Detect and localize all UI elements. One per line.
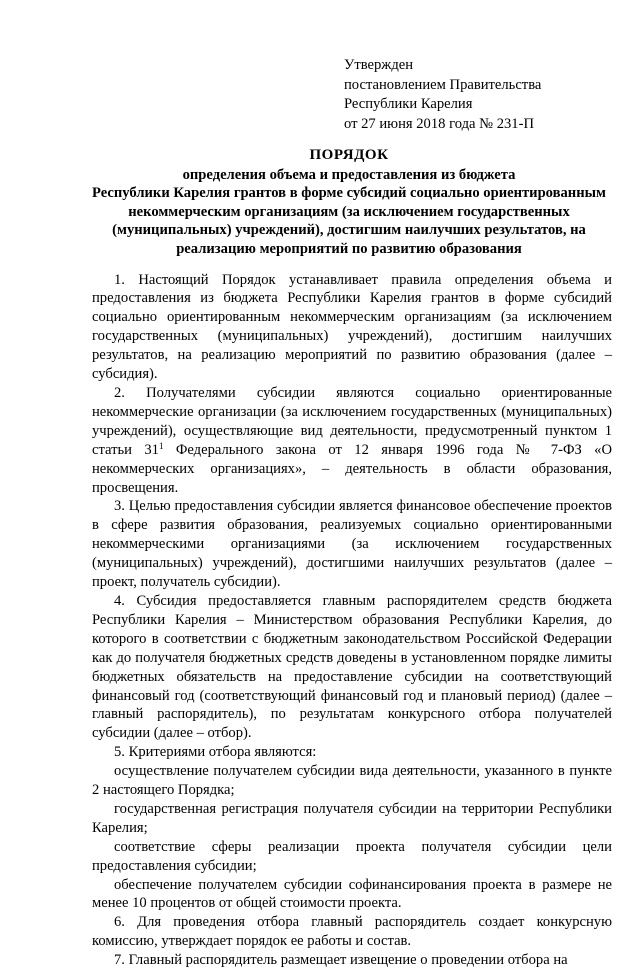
approval-line-3: Республики Карелия <box>344 96 473 112</box>
paragraph-2 <box>92 384 612 497</box>
paragraph-5: 5. Критериями отбора являются: <box>114 744 317 761</box>
paragraph-2-text-end: Федерального закона от 12 января 1996 года № 7-ФЗ «О некоммерческих организациях», – деятельность в области образования, просвещения. <box>92 441 613 496</box>
document-body <box>92 271 612 970</box>
paragraph-7: 7. Главный распорядитель размещает извещение о проведении отбора на <box>114 952 568 969</box>
criteria-item-2: государственная регистрация получателя субсидии на территории Республики Карелия; <box>92 800 612 836</box>
title-line-3: некоммерческим организациям (за исключением государственных <box>128 203 570 220</box>
paragraph-1: 1. Настоящий Порядок устанавливает правила определения объема и предоставления из бюджета Республики Карелия грантов в форме субсидий социально ориентированным некоммерческим организациям (за исключением государственных (муниципальных) учреждений), достигшим наилучших результатов, на реализацию мероприятий по развитию образования (далее – субсидия). <box>92 271 612 383</box>
approval-stamp <box>344 56 612 134</box>
title-line-2: Республики Карелия грантов в форме субсидий социально ориентированным <box>92 185 606 202</box>
criteria-item-3: соответствие сферы реализации проекта получателя субсидии цели предоставления субсидии; <box>92 838 612 874</box>
document-title <box>86 146 612 259</box>
paragraph-4: 4. Субсидия предоставляется главным распорядителем средств бюджета Республики Карелия – Министерством образования Республики Карелия, до которого в соответствии с бюджетным законодательством Российской Федерации как до получателя бюджетных средств доведены в установленном порядке лимиты бюджетных обязательств на предоставление субсидии на соответствующий финансовый год (соответствующий финансовый год и плановый период) (далее – главный распорядитель), по результатам конкурсного отбора получателей субсидии (далее – отбор). <box>92 592 612 742</box>
approval-line-4: от 27 июня 2018 года № 231-П <box>344 115 535 132</box>
article-superscript: 1 <box>158 440 164 451</box>
title-line-1: определения объема и предоставления из бюджета <box>182 166 516 183</box>
criteria-item-1: осуществление получателем субсидии вида деятельности, указанного в пункте 2 настоящего Порядка; <box>92 763 612 799</box>
paragraph-3: 3. Целью предоставления субсидии является финансовое обеспечение проектов в сфере развития образования, реализуемых социально ориентированными некоммерческими организациями (за исключением государственных (муниципальных) учреждений), достигшими наилучших результатов (далее – проект, получатель субсидии). <box>92 498 612 591</box>
criteria-item-4: обеспечение получателем субсидии софинансирования проекта в размере не менее 10 процентов от общей стоимости проекта. <box>92 876 612 912</box>
paragraph-6: 6. Для проведения отбора главный распорядитель создает конкурсную комиссию, утверждает порядок ее работы и состав. <box>92 914 612 950</box>
title-line-4: (муниципальных) учреждений), достигшим наилучших результатов, на <box>112 222 586 239</box>
paragraph-2-text-start: 2. Получателями субсидии являются социально ориентированные некоммерческие организации (за исключением государственных (муниципальных) учреждений), осуществляющие вид деятельности, предусмотренный пунктом 1 статьи 31 <box>92 385 612 458</box>
approval-line-1: Утвержден <box>344 57 414 73</box>
approval-line-2: постановлением Правительства <box>344 76 542 93</box>
title-line-5: реализацию мероприятий по развитию образования <box>176 240 522 257</box>
title-main: ПОРЯДОК <box>309 147 389 163</box>
